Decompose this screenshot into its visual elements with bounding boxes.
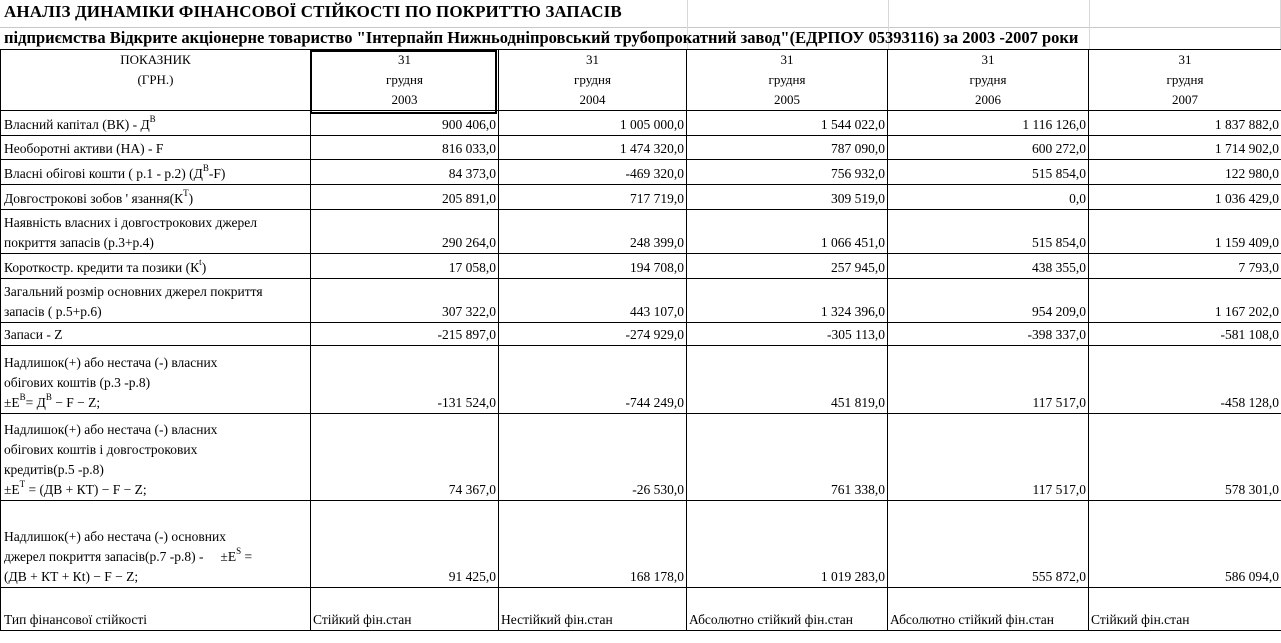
- cell-value: 1 474 320,0: [499, 136, 687, 160]
- cell-value: 1 544 022,0: [687, 111, 888, 136]
- page-subtitle: підприємства Відкрите акціонерне товариство "Інтерпайп Нижньодніпровський трубопрокатний завод"(ЕДРПОУ 05393116) за 2003 -2007 роки: [4, 28, 1079, 47]
- cell-value: 122 980,0: [1089, 160, 1281, 185]
- cell-value: 1 066 451,0: [687, 210, 888, 254]
- table-row: [1, 136, 1281, 160]
- table-row: [1, 588, 1281, 631]
- cell-value: -305 113,0: [687, 323, 888, 346]
- cell-value: -398 337,0: [888, 323, 1089, 346]
- cell-value: 194 708,0: [499, 254, 687, 279]
- row-label: Власні обігові кошти ( р.1 - р.2) $(Д^В-F)$: [1, 160, 311, 185]
- header-label-blank: [1, 90, 311, 111]
- row-label: Надлишок(+) або нестача (-) власних обігових коштів і довгострокових кредитів(р.5 -р.8) $\pm Е^Т = (ДВ + КТ) - F - Z$;: [1, 414, 311, 501]
- cell-value: 443 107,0: [499, 279, 687, 323]
- row-label: Необоротні активи (НА) - F: [1, 136, 311, 160]
- row-label: Тип фінансової стійкості: [1, 588, 311, 631]
- row-label: Загальний розмір основних джерел покриття запасів ( р.5+р.6): [1, 279, 311, 323]
- header-year: 2004: [499, 90, 687, 111]
- cell-value: 717 719,0: [499, 185, 687, 210]
- cell-value: 1 837 882,0: [1089, 111, 1281, 136]
- cell-value: 555 872,0: [888, 501, 1089, 588]
- cell-value: 451 819,0: [687, 346, 888, 414]
- cell-value: 515 854,0: [888, 210, 1089, 254]
- row-label: Довгострокові зобов ' $язання(К^Т)$: [1, 185, 311, 210]
- row-label: Надлишок(+) або нестача (-) власних обігових коштів (р.3 -р.8) $\pm Е^В= Д^В - F - Z$;: [1, 346, 311, 414]
- stability-type: Абсолютно стійкий фін.стан: [687, 588, 888, 631]
- cell-value: -744 249,0: [499, 346, 687, 414]
- cell-value: 954 209,0: [888, 279, 1089, 323]
- cell-value: 586 094,0: [1089, 501, 1281, 588]
- cell-value: 1 005 000,0: [499, 111, 687, 136]
- cell-value: -274 929,0: [499, 323, 687, 346]
- stability-type: Абсолютно стійкий фін.стан: [888, 588, 1089, 631]
- cell-value: -469 320,0: [499, 160, 687, 185]
- table-row: [1, 323, 1281, 346]
- header-day: 31: [888, 50, 1089, 71]
- stability-table: [0, 49, 1281, 631]
- table-row: [1, 279, 1281, 323]
- page-title: АНАЛІЗ ДИНАМІКИ ФІНАНСОВОЇ СТІЙКОСТІ ПО ПОКРИТТЮ ЗАПАСІВ: [4, 2, 622, 21]
- table-row: [1, 210, 1281, 254]
- header-day: 31: [499, 50, 687, 71]
- stability-type: Стійкий фін.стан: [311, 588, 499, 631]
- header-row-month: [1, 70, 1281, 90]
- header-year: 2005: [687, 90, 888, 111]
- cell-value: -26 530,0: [499, 414, 687, 501]
- cell-value: 91 425,0: [311, 501, 499, 588]
- cell-value: 1 036 429,0: [1089, 185, 1281, 210]
- header-label-1: ПОКАЗНИК: [1, 50, 311, 71]
- cell-value: -581 108,0: [1089, 323, 1281, 346]
- subtitle-row: [0, 27, 1281, 49]
- stability-type: Нестійкий фін.стан: [499, 588, 687, 631]
- header-month: грудня: [888, 70, 1089, 90]
- header-day: 31: [687, 50, 888, 71]
- row-label: Власний капітал $(ВК) - Д^В$: [1, 111, 311, 136]
- cell-value: 290 264,0: [311, 210, 499, 254]
- cell-value: 438 355,0: [888, 254, 1089, 279]
- cell-value: 787 090,0: [687, 136, 888, 160]
- cell-value: 515 854,0: [888, 160, 1089, 185]
- header-month: грудня: [687, 70, 888, 90]
- row-label: Надлишок(+) або нестача (-) основних джерел покриття запасів(р.7 -р.8) - $\pm Е^S$ = (ДВ + КТ + Кt) − F − Z;: [1, 501, 311, 588]
- table-row: [1, 185, 1281, 210]
- table-row: [1, 160, 1281, 185]
- cell-value: 309 519,0: [687, 185, 888, 210]
- table-row: [1, 254, 1281, 279]
- cell-value: 1 167 202,0: [1089, 279, 1281, 323]
- cell-value: 0,0: [888, 185, 1089, 210]
- table-row: [1, 346, 1281, 414]
- cell-value: 1 019 283,0: [687, 501, 888, 588]
- cell-value: 1 714 902,0: [1089, 136, 1281, 160]
- cell-value: 117 517,0: [888, 414, 1089, 501]
- header-row-day: [1, 50, 1281, 71]
- cell-value: 307 322,0: [311, 279, 499, 323]
- cell-value: 761 338,0: [687, 414, 888, 501]
- header-year: 2007: [1089, 90, 1281, 111]
- cell-value: 168 178,0: [499, 501, 687, 588]
- header-month: грудня: [311, 70, 499, 90]
- header-year: 2003: [311, 90, 499, 111]
- table-row: [1, 111, 1281, 136]
- header-month: грудня: [1089, 70, 1281, 90]
- cell-value: -458 128,0: [1089, 346, 1281, 414]
- stability-type: Стійкий фін.стан: [1089, 588, 1281, 631]
- cell-value: -215 897,0: [311, 323, 499, 346]
- cell-value: 248 399,0: [499, 210, 687, 254]
- header-month: грудня: [499, 70, 687, 90]
- cell-value: 74 367,0: [311, 414, 499, 501]
- table-row: [1, 501, 1281, 588]
- row-label: Наявність власних і довгострокових джерел покриття запасів (р.3+р.4): [1, 210, 311, 254]
- cell-value: 600 272,0: [888, 136, 1089, 160]
- cell-value: 17 058,0: [311, 254, 499, 279]
- cell-value: 257 945,0: [687, 254, 888, 279]
- row-label: Короткостр. кредити та позики $(К^t)$: [1, 254, 311, 279]
- cell-value: 578 301,0: [1089, 414, 1281, 501]
- cell-value: 1 159 409,0: [1089, 210, 1281, 254]
- cell-value: 1 116 126,0: [888, 111, 1089, 136]
- cell-value: -131 524,0: [311, 346, 499, 414]
- cell-value: 816 033,0: [311, 136, 499, 160]
- row-label: Запаси - Z: [1, 323, 311, 346]
- header-day: 31: [311, 50, 499, 71]
- cell-value: 7 793,0: [1089, 254, 1281, 279]
- header-row-year: [1, 90, 1281, 111]
- cell-value: 900 406,0: [311, 111, 499, 136]
- cell-value: 1 324 396,0: [687, 279, 888, 323]
- cell-value: 117 517,0: [888, 346, 1089, 414]
- header-label-2: (ГРН.): [1, 70, 311, 90]
- header-year: 2006: [888, 90, 1089, 111]
- table-row: [1, 414, 1281, 501]
- cell-value: 84 373,0: [311, 160, 499, 185]
- header-day: 31: [1089, 50, 1281, 71]
- cell-value: 756 932,0: [687, 160, 888, 185]
- cell-value: 205 891,0: [311, 185, 499, 210]
